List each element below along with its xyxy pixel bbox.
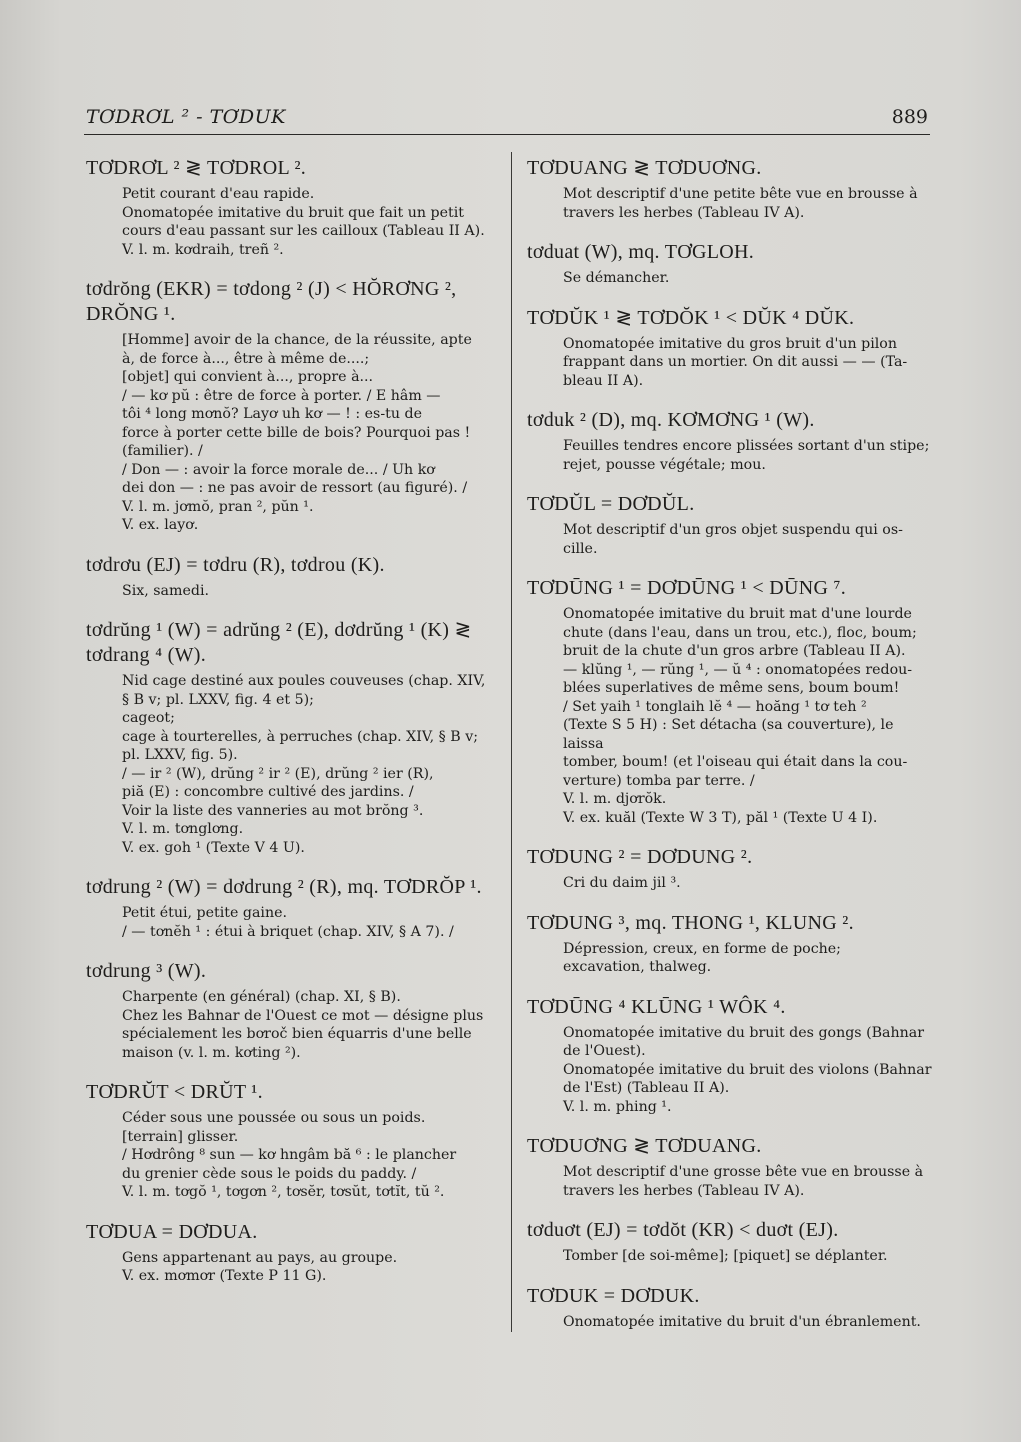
entry-line: [terrain] glisser. — [122, 1128, 239, 1145]
entry-line: force à porter cette bille de bois? Pourquoi pas ! — [122, 424, 471, 441]
entry-line: verture) tomba par terre. / — [563, 772, 755, 789]
entry-line: cours d'eau passant sur les cailloux (Tableau II A). — [122, 223, 485, 239]
entry-body — [86, 1109, 496, 1202]
entry-line: / — tơnĕh ¹ : étui à briquet (chap. XIV, § A 7). / — [122, 923, 454, 940]
entry-line: Petit courant d'eau rapide. — [122, 186, 315, 202]
entry-line: Gens appartenant au pays, au groupe. — [122, 1249, 398, 1266]
entry-line: maison (v. l. m. kơting ²). — [122, 1044, 301, 1061]
dictionary-entry — [86, 1220, 496, 1286]
entry-body — [527, 1024, 935, 1117]
entry-line: § B v; pl. LXXV, fig. 4 et 5); — [122, 691, 314, 708]
entry-body — [86, 582, 496, 601]
entry-line: / Set yaih ¹ tonglaih lĕ ⁴ — hoăng ¹ tơ teh ² — [563, 698, 867, 715]
entry-headword: tơduơt (EJ) = tơdŏt (KR) < duơt (EJ). — [527, 1219, 839, 1241]
entry-body — [86, 185, 496, 259]
entry-line: chute (dans l'eau, dans un trou, etc.), floc, boum; — [563, 624, 917, 641]
entry-body — [86, 672, 496, 857]
running-header — [84, 104, 930, 135]
entry-line: V. ex. goh ¹ (Texte V 4 U). — [122, 839, 305, 856]
entry-line: Mot descriptif d'une grosse bête vue en brousse à — [563, 1164, 924, 1180]
entry-line: Mot descriptif d'une petite bête vue en brousse à — [563, 186, 918, 202]
entry-line: Charpente (en général) (chap. XI, § B). — [122, 989, 401, 1005]
dictionary-entry — [86, 618, 496, 857]
entry-line: Dépression, creux, en forme de poche; — [563, 940, 841, 957]
dictionary-entry — [86, 277, 496, 535]
header-headword-range: TƠDRƠL ² - TƠDUK — [86, 106, 286, 128]
dictionary-entry — [86, 959, 496, 1062]
dictionary-entry — [527, 240, 935, 288]
entry-headword: TƠDUK = DƠDUK. — [527, 1284, 700, 1307]
entry-line: (Texte S 5 H) : Set détacha (sa couverture), le laissa — [563, 717, 894, 752]
entry-line: / — ir ² (W), drŭng ² ir ² (E), drŭng ² ier (R), — [122, 765, 434, 782]
entry-line: Onomatopée imitative du bruit mat d'une lourde — [563, 606, 912, 622]
dictionary-entry — [527, 306, 935, 391]
entry-line: Onomatopée imitative du bruit que fait un petit — [122, 204, 464, 221]
entry-line: / Don — : avoir la force morale de... / Uh kơ — [122, 461, 435, 478]
entry-line: de l'Est) (Tableau II A). — [563, 1080, 730, 1096]
dictionary-entry — [86, 553, 496, 601]
dictionary-entry — [527, 911, 935, 977]
entry-line: du grenier cède sous le poids du paddy. / — [122, 1165, 417, 1182]
left-column — [86, 156, 496, 1304]
entry-line: Cri du daim jil ³. — [563, 875, 681, 891]
entry-line: blées superlatives de même sens, boum boum! — [563, 680, 900, 696]
entry-body — [527, 874, 935, 893]
entry-body — [86, 1249, 496, 1286]
entry-line: Voir la liste des vanneries au mot brŏng ³. — [122, 802, 424, 819]
entry-line: V. l. m. tơnglơng. — [122, 821, 244, 837]
entry-headword: tơdrung ³ (W). — [86, 960, 207, 982]
entry-line: (familier). / — [122, 443, 203, 459]
entry-headword: TƠDŪNG ¹ = DƠDŪNG ¹ < DŪNG ⁷. — [527, 577, 847, 599]
entry-body — [527, 521, 935, 558]
entry-body — [527, 185, 935, 222]
dictionary-entry — [527, 1134, 935, 1200]
entry-line: V. l. m. jơmŏ, pran ², pŭn ¹. — [122, 498, 314, 515]
entry-line: Petit étui, petite gaine. — [122, 905, 287, 921]
entry-headword: TƠDUANG ≷ TƠDUƠNG. — [527, 157, 762, 179]
entry-line: cille. — [563, 540, 598, 557]
entry-line: travers les herbes (Tableau IV A). — [563, 204, 805, 221]
dictionary-entry — [86, 1080, 496, 1202]
dictionary-entry — [86, 875, 496, 941]
entry-headword: TƠDRƠL ² ≷ TƠDROL ². — [86, 157, 307, 179]
entry-line: Six, samedi. — [122, 582, 209, 599]
entry-line: frappant dans un mortier. On dit aussi — — (Ta- — [563, 354, 908, 370]
entry-line: Chez les Bahnar de l'Ouest ce mot — désigne plus — [122, 1007, 484, 1024]
entry-body — [527, 605, 935, 827]
entry-line: Se démancher. — [563, 270, 670, 286]
entry-line: — klŭng ¹, — rŭng ¹, — ŭ ⁴ : onomatopées redou- — [563, 661, 913, 678]
entry-headword: TƠDŬK ¹ ≷ TƠDŎK ¹ < DŬK ⁴ DŬK. — [527, 306, 855, 329]
entry-line: excavation, thalweg. — [563, 959, 712, 975]
entry-line: Onomatopée imitative du bruit des gongs (Bahnar — [563, 1024, 925, 1041]
entry-headword: TƠDUNG ³, mq. THONG ¹, KLUNG ². — [527, 911, 854, 934]
entry-line: Tomber [de soi-même]; [piquet] se déplanter. — [563, 1248, 888, 1264]
entry-line: tôi ⁴ long mơnŏ? Layơ uh kơ — ! : es-tu de — [122, 406, 422, 422]
entry-line: spécialement les bơroč bien équarris d'une belle — [122, 1026, 472, 1042]
dictionary-entry — [527, 408, 935, 474]
entry-line: travers les herbes (Tableau IV A). — [563, 1182, 805, 1199]
entry-body — [527, 1313, 935, 1332]
entry-line: V. ex. kuăl (Texte W 3 T), păl ¹ (Texte U 4 I). — [563, 809, 878, 826]
entry-line: à, de force à..., être à même de....; — [122, 350, 370, 367]
entry-headword: tơduk ² (D), mq. KƠMƠNG ¹ (W). — [527, 409, 815, 431]
dictionary-entry — [527, 156, 935, 222]
entry-line: piă (E) : concombre cultivé des jardins. / — [122, 784, 414, 800]
entry-line: de l'Ouest). — [563, 1043, 646, 1059]
entry-line: V. ex. layơ. — [122, 517, 199, 533]
column-divider — [511, 152, 512, 1332]
entry-headword: tơdrung ² (W) = dơdrung ² (R), mq. TƠDRŎP ¹. — [86, 876, 482, 898]
entry-body — [86, 904, 496, 941]
dictionary-entry — [527, 576, 935, 827]
entry-line: cageot; — [122, 710, 175, 726]
entry-headword: TƠDŬL = DƠDŬL. — [527, 493, 695, 515]
entry-body — [527, 1163, 935, 1200]
entry-headword: TƠDUA = DƠDUA. — [86, 1220, 258, 1243]
entry-line: Onomatopée imitative du bruit des violons (Bahnar — [563, 1061, 932, 1078]
entry-headword: tơdrơu (EJ) = tơdru (R), tơdrou (K). — [86, 553, 385, 576]
entry-line: / Hơdrông ⁸ sun — kơ hngâm bă ⁶ : le plancher — [122, 1147, 457, 1163]
entry-line: rejet, pousse végétale; mou. — [563, 456, 766, 473]
dictionary-entry — [527, 1284, 935, 1332]
entry-line: Feuilles tendres encore plissées sortant d'un stipe; — [563, 438, 930, 454]
entry-headword: tơduat (W), mq. TƠGLOH. — [527, 241, 755, 263]
dictionary-entry — [527, 995, 935, 1117]
entry-line: bruit de la chute d'un gros arbre (Tableau II A). — [563, 643, 906, 659]
entry-body — [527, 940, 935, 977]
entry-headword: tơdrŏng (EKR) = tơdong ² (J) < HŎRƠNG ², DRŎNG ¹. — [86, 278, 457, 325]
entry-line: Onomatopée imitative du bruit d'un ébranlement. — [563, 1313, 921, 1330]
entry-line: dei don — : ne pas avoir de ressort (au figuré). / — [122, 480, 468, 496]
entry-headword: TƠDRŬT < DRŬT ¹. — [86, 1081, 263, 1103]
right-column — [527, 156, 935, 1349]
dictionary-entry — [527, 1218, 935, 1266]
entry-line: V. l. m. phing ¹. — [563, 1098, 672, 1115]
entry-line: tomber, boum! (et l'oiseau qui était dans la cou- — [563, 754, 908, 770]
entry-line: pl. LXXV, fig. 5). — [122, 747, 238, 763]
dictionary-entry — [86, 156, 496, 259]
entry-line: Céder sous une poussée ou sous un poids. — [122, 1110, 426, 1126]
entry-line: / — kơ pŭ : être de force à porter. / E hâm — — [122, 387, 441, 404]
entry-line: V. ex. mơmơr (Texte P 11 G). — [122, 1268, 327, 1284]
entry-body — [527, 437, 935, 474]
entry-line: V. l. m. kơdraih, treñ ². — [122, 241, 284, 258]
page-number: 889 — [891, 106, 928, 128]
entry-line: [Homme] avoir de la chance, de la réussite, apte — [122, 332, 472, 348]
entry-body — [86, 988, 496, 1062]
entry-line: V. l. m. tơgŏ ¹, tơgơn ², tơsĕr, tơsŭt, tơtĭt, tŭ ². — [122, 1184, 445, 1200]
entry-headword: tơdrŭng ¹ (W) = adrŭng ² (E), dơdrŭng ¹ (K) ≷ tơdrang ⁴ (W). — [86, 619, 472, 666]
entry-body — [527, 1247, 935, 1266]
entry-line: Onomatopée imitative du gros bruit d'un pilon — [563, 335, 897, 352]
dictionary-entry — [527, 492, 935, 558]
entry-line: Mot descriptif d'un gros objet suspendu qui os- — [563, 522, 903, 538]
dictionary-entry — [527, 845, 935, 893]
entry-headword: TƠDŪNG ⁴ KLŪNG ¹ WÔK ⁴. — [527, 995, 786, 1018]
entry-line: [objet] qui convient à..., propre à... — [122, 369, 374, 385]
entry-line: Nid cage destiné aux poules couveuses (chap. XIV, — [122, 673, 486, 689]
entry-line: V. l. m. djơrŏk. — [563, 791, 667, 807]
entry-body — [86, 331, 496, 535]
entry-body — [527, 269, 935, 288]
entry-line: bleau II A). — [563, 372, 644, 389]
entry-line: cage à tourterelles, à perruches (chap. XIV, § B v; — [122, 728, 478, 745]
entry-headword: TƠDUNG ² = DƠDUNG ². — [527, 846, 753, 868]
entry-headword: TƠDUƠNG ≷ TƠDUANG. — [527, 1135, 762, 1157]
entry-body — [527, 335, 935, 391]
